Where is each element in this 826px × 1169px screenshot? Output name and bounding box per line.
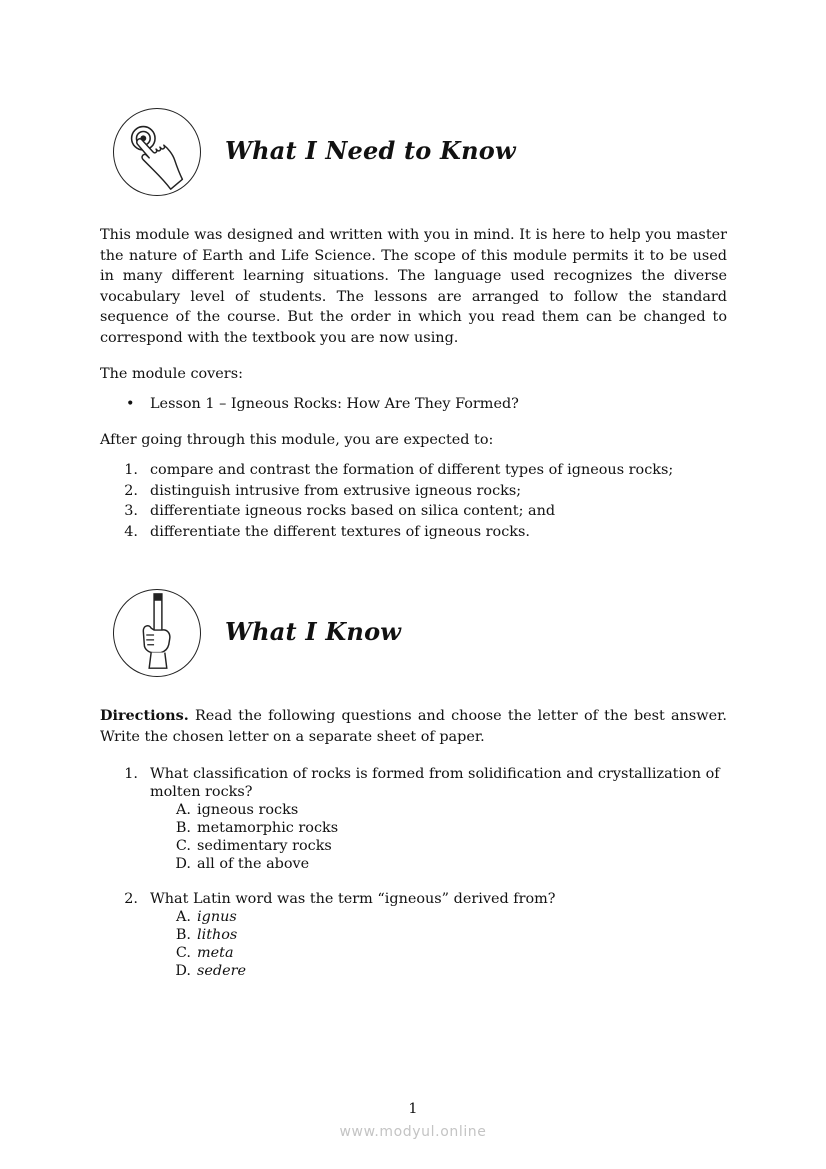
question-number: 2. bbox=[124, 891, 138, 907]
option-text: lithos bbox=[197, 927, 238, 943]
section-title-what-i-need-to-know: What I Need to Know bbox=[225, 136, 516, 165]
question-number: 1. bbox=[124, 766, 138, 782]
option-letter: B. bbox=[175, 820, 191, 836]
objective-number: 4. bbox=[124, 524, 138, 540]
question-text-continuation: molten rocks? bbox=[150, 784, 253, 800]
option-letter: D. bbox=[175, 856, 191, 872]
objective-number: 1. bbox=[124, 462, 138, 478]
option-letter: C. bbox=[175, 838, 191, 854]
objective-text: differentiate igneous rocks based on silica content; and bbox=[150, 503, 556, 519]
question-text: What Latin word was the term “igneous” derived from? bbox=[150, 891, 556, 907]
objective-text: distinguish intrusive from extrusive igneous rocks; bbox=[150, 483, 522, 499]
page-number: 1 bbox=[408, 1101, 418, 1117]
option-text: sedimentary rocks bbox=[197, 838, 332, 854]
directions-label: Directions. bbox=[100, 707, 189, 724]
option-letter: B. bbox=[175, 927, 191, 943]
question-text: What classification of rocks is formed from solidification and crystallization of bbox=[150, 766, 720, 782]
objective-text: differentiate the different textures of igneous rocks. bbox=[150, 524, 530, 540]
option-letter: A. bbox=[176, 802, 191, 818]
section-title-what-i-know: What I Know bbox=[225, 617, 402, 646]
objective-number: 2. bbox=[124, 483, 138, 499]
option-text: sedere bbox=[197, 963, 247, 979]
option-letter: C. bbox=[175, 945, 191, 961]
hand-tap-icon bbox=[113, 108, 201, 196]
option-text: all of the above bbox=[197, 856, 310, 872]
lesson-item-label: Lesson 1 – Igneous Rocks: How Are They Formed? bbox=[150, 396, 519, 412]
intro-paragraph: This module was designed and written with you in mind. It is here to help you master the nature of Earth and Life Science. The scope of this module permits it to be used in many different learning situations. The language used recognizes the diverse vocabulary level of students. The lessons are arranged to follow the standard sequence of the course. But the order in which you read them can be changed to correspond with the textbook you are now using. bbox=[100, 227, 727, 346]
option-text: ignus bbox=[197, 909, 237, 925]
covers-label: The module covers: bbox=[100, 366, 243, 382]
objectives-label: After going through this module, you are expected to: bbox=[100, 432, 494, 448]
bullet-icon: • bbox=[126, 396, 135, 412]
option-text: meta bbox=[197, 945, 234, 961]
option-text: metamorphic rocks bbox=[197, 820, 339, 836]
objective-number: 3. bbox=[124, 503, 138, 519]
directions-paragraph bbox=[100, 706, 727, 747]
option-letter: D. bbox=[175, 963, 191, 979]
watermark: www.modyul.online bbox=[339, 1124, 487, 1140]
option-text: igneous rocks bbox=[197, 802, 299, 818]
option-letter: A. bbox=[176, 909, 191, 925]
objective-text: compare and contrast the formation of different types of igneous rocks; bbox=[150, 462, 674, 478]
directions-text: Read the following questions and choose the letter of the best answer. Write the chosen letter on a separate sheet of paper. bbox=[100, 708, 727, 745]
hand-pencil-icon bbox=[113, 589, 201, 677]
